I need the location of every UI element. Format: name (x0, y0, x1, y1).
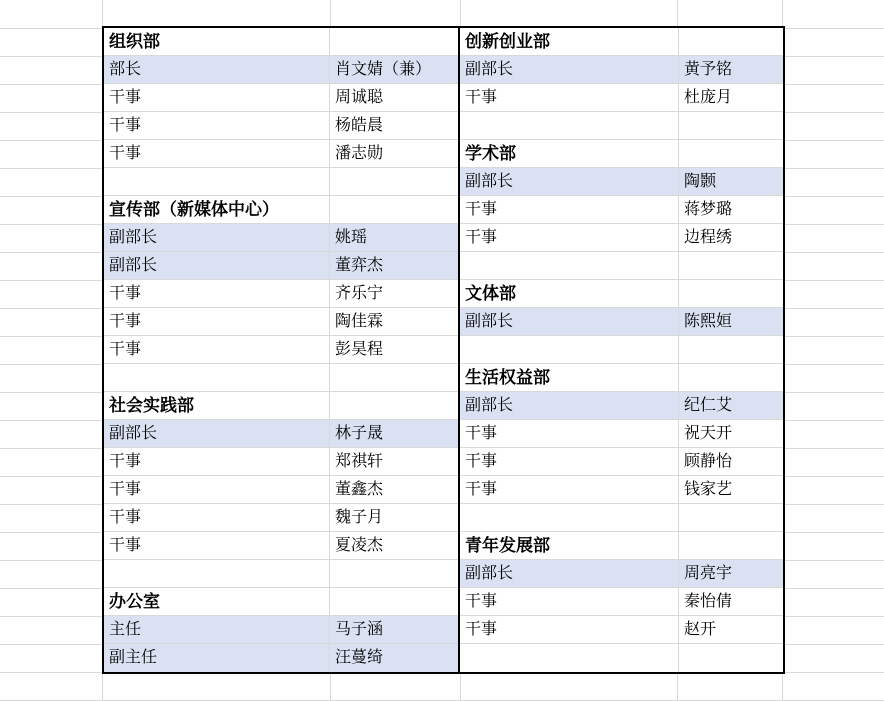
table-row (460, 84, 783, 112)
role-cell[interactable]: 干事 (460, 84, 679, 112)
person-name-cell[interactable] (330, 392, 460, 420)
person-name-cell[interactable]: 杜庞月 (679, 84, 783, 112)
person-name-cell[interactable]: 马子涵 (330, 616, 460, 644)
role-cell[interactable]: 干事 (460, 224, 679, 252)
role-cell[interactable]: 干事 (104, 476, 330, 504)
department-header-row (104, 28, 460, 56)
department-name-cell[interactable]: 文体部 (460, 280, 679, 308)
department-name-cell[interactable]: 生活权益部 (460, 364, 679, 392)
table-row (460, 112, 783, 140)
person-name-cell[interactable] (679, 28, 783, 56)
person-name-cell[interactable]: 黄予铭 (679, 56, 783, 84)
role-cell[interactable]: 干事 (104, 84, 330, 112)
role-cell[interactable]: 干事 (104, 504, 330, 532)
person-name-cell[interactable] (679, 280, 783, 308)
department-header-row (460, 364, 783, 392)
department-name-cell[interactable]: 学术部 (460, 140, 679, 168)
person-name-cell[interactable] (679, 336, 783, 364)
department-header-row (460, 280, 783, 308)
role-cell[interactable] (104, 168, 330, 196)
department-name-cell[interactable]: 社会实践部 (104, 392, 330, 420)
role-cell[interactable]: 干事 (460, 448, 679, 476)
role-cell[interactable] (104, 560, 330, 588)
role-cell[interactable]: 干事 (104, 280, 330, 308)
role-cell[interactable]: 副部长 (104, 224, 330, 252)
person-name-cell[interactable]: 钱家艺 (679, 476, 783, 504)
table-row (460, 588, 783, 616)
role-cell[interactable]: 干事 (460, 476, 679, 504)
department-name-cell[interactable]: 宣传部（新媒体中心） (104, 196, 330, 224)
person-name-cell[interactable]: 林子晟 (330, 420, 460, 448)
department-header-row (104, 588, 460, 616)
role-cell[interactable]: 部长 (104, 56, 330, 84)
table-row (104, 224, 460, 252)
departments-table-right (458, 26, 785, 674)
department-name-cell[interactable]: 办公室 (104, 588, 330, 616)
role-cell[interactable] (460, 504, 679, 532)
table-row (460, 420, 783, 448)
role-cell[interactable]: 副部长 (104, 420, 330, 448)
role-cell[interactable] (104, 364, 330, 392)
role-cell[interactable]: 干事 (104, 112, 330, 140)
table-row (460, 224, 783, 252)
table-row (460, 168, 783, 196)
role-cell[interactable]: 副部长 (460, 168, 679, 196)
person-name-cell[interactable]: 顾静怡 (679, 448, 783, 476)
person-name-cell[interactable]: 姚瑶 (330, 224, 460, 252)
departments-table-left (102, 26, 460, 674)
person-name-cell[interactable]: 陈熙姮 (679, 308, 783, 336)
person-name-cell[interactable]: 秦怡倩 (679, 588, 783, 616)
table-row (104, 252, 460, 280)
table-row (104, 84, 460, 112)
role-cell[interactable]: 干事 (104, 336, 330, 364)
person-name-cell[interactable]: 齐乐宁 (330, 280, 460, 308)
person-name-cell[interactable]: 董鑫杰 (330, 476, 460, 504)
person-name-cell[interactable]: 祝天开 (679, 420, 783, 448)
person-name-cell[interactable]: 陶颢 (679, 168, 783, 196)
person-name-cell[interactable]: 周亮宇 (679, 560, 783, 588)
person-name-cell[interactable] (330, 560, 460, 588)
department-name-cell[interactable]: 组织部 (104, 28, 330, 56)
table-row (460, 308, 783, 336)
person-name-cell[interactable]: 陶佳霖 (330, 308, 460, 336)
table-row (460, 392, 783, 420)
person-name-cell[interactable]: 董弈杰 (330, 252, 460, 280)
role-cell[interactable]: 干事 (104, 532, 330, 560)
person-name-cell[interactable] (679, 364, 783, 392)
role-cell[interactable]: 副部长 (460, 308, 679, 336)
role-cell[interactable]: 干事 (460, 196, 679, 224)
role-cell[interactable]: 干事 (104, 308, 330, 336)
person-name-cell[interactable]: 边程绣 (679, 224, 783, 252)
table-row (104, 560, 460, 588)
person-name-cell[interactable] (679, 644, 783, 672)
table-row (104, 532, 460, 560)
person-name-cell[interactable]: 汪蔓绮 (335, 649, 384, 666)
table-row (104, 476, 460, 504)
role-cell[interactable] (460, 112, 679, 140)
person-name-cell[interactable] (330, 364, 460, 392)
department-header-row (460, 532, 783, 560)
table-row (460, 252, 783, 280)
department-header-row (460, 140, 783, 168)
role-cell[interactable]: 干事 (460, 588, 679, 616)
table-row (104, 420, 460, 448)
role-cell[interactable]: 干事 (460, 616, 679, 644)
person-name-cell[interactable] (679, 112, 783, 140)
table-row (104, 308, 460, 336)
person-name-cell[interactable]: 夏凌杰 (330, 532, 460, 560)
table-row (104, 364, 460, 392)
person-name-cell[interactable] (679, 140, 783, 168)
table-row (104, 280, 460, 308)
person-name-cell[interactable]: 赵开 (679, 616, 783, 644)
department-header-row (104, 196, 460, 224)
person-name-cell[interactable]: 肖文婧（兼） (330, 56, 460, 84)
person-name-cell[interactable] (330, 196, 460, 224)
role-cell[interactable] (460, 336, 679, 364)
person-name-cell[interactable]: 蒋梦璐 (679, 196, 783, 224)
table-row (104, 112, 460, 140)
table-row (460, 336, 783, 364)
person-name-cell[interactable]: 周诚聪 (330, 84, 460, 112)
table-row (460, 560, 783, 588)
table-row (460, 476, 783, 504)
role-cell[interactable]: 副部长 (460, 56, 679, 84)
table-row (460, 504, 783, 532)
role-cell[interactable]: 主任 (104, 616, 330, 644)
role-cell[interactable]: 副部长 (460, 392, 679, 420)
person-name-cell[interactable]: 魏子月 (330, 504, 460, 532)
person-name-cell[interactable]: 潘志勋 (330, 140, 460, 168)
table-row (104, 168, 460, 196)
table-row (460, 644, 783, 672)
role-cell[interactable]: 干事 (104, 140, 330, 168)
table-row (460, 196, 783, 224)
person-name-cell[interactable] (330, 168, 460, 196)
person-name-cell[interactable] (679, 252, 783, 280)
table-row (460, 56, 783, 84)
role-cell[interactable]: 副部长 (460, 560, 679, 588)
person-name-cell[interactable] (330, 28, 460, 56)
table-row (104, 504, 460, 532)
table-row (104, 56, 460, 84)
role-cell[interactable] (460, 252, 679, 280)
role-cell[interactable] (460, 644, 679, 672)
person-name-cell[interactable]: 纪仁艾 (679, 392, 783, 420)
person-name-cell[interactable] (679, 504, 783, 532)
table-row (104, 336, 460, 364)
role-cell[interactable]: 副主任 (104, 644, 330, 672)
department-header-row (104, 392, 460, 420)
role-cell[interactable]: 副部长 (104, 252, 330, 280)
role-cell[interactable]: 干事 (460, 420, 679, 448)
table-row (460, 616, 783, 644)
person-name-cell[interactable] (330, 588, 460, 616)
department-name-cell[interactable]: 青年发展部 (460, 532, 679, 560)
person-name-cell[interactable]: 郑祺轩 (330, 448, 460, 476)
department-name-cell[interactable]: 创新创业部 (460, 28, 679, 56)
department-header-row (460, 28, 783, 56)
person-name-cell[interactable] (679, 532, 783, 560)
person-name-cell[interactable]: 彭昊程 (330, 336, 460, 364)
table-row (104, 448, 460, 476)
table-row (460, 448, 783, 476)
person-name-cell[interactable]: 杨皓晨 (330, 112, 460, 140)
table-row (104, 140, 460, 168)
table-row (104, 644, 460, 672)
role-cell[interactable]: 干事 (104, 448, 330, 476)
table-row (104, 616, 460, 644)
